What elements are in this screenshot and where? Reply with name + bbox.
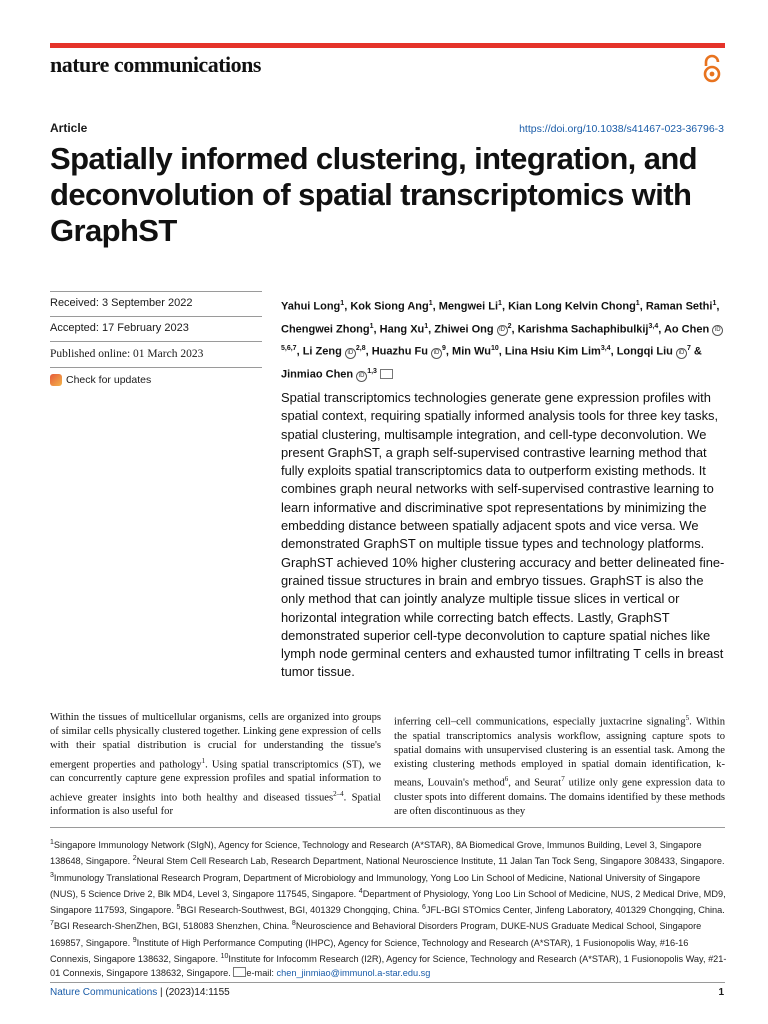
- author-affiliation-mark: 1: [424, 322, 429, 330]
- footer-divider: [50, 982, 725, 983]
- author-name[interactable]: Kok Siong Ang: [350, 300, 429, 313]
- reference-mark[interactable]: 9: [132, 936, 137, 944]
- text-run: Immunology Translational Research Program, Department of Microbiology and Immunology, Yong Loo Lin School of Medicine, National University of Singapore (NUS), 5 Science Drive 2, Blk MD4, Level 3, Singapore 117545, Singapore.: [50, 872, 701, 899]
- meta-divider: [50, 291, 262, 292]
- orcid-icon[interactable]: iD: [712, 325, 723, 336]
- email-icon: [233, 967, 246, 977]
- author-affiliation-mark: 2: [507, 322, 512, 330]
- author-name[interactable]: Hang Xu: [379, 323, 425, 336]
- text-run: . Spatial information is also useful for: [50, 792, 381, 818]
- author-affiliation-mark: 3,4: [648, 322, 659, 330]
- check-updates-label: Check for updates: [66, 374, 152, 386]
- reference-mark[interactable]: 8: [291, 920, 296, 928]
- text-run: inferring cell–cell communications, especially juxtacrine signaling: [394, 716, 686, 728]
- reference-mark[interactable]: 5: [685, 714, 690, 722]
- author-name[interactable]: Kian Long Kelvin Chong: [508, 300, 636, 313]
- meta-divider: [50, 316, 262, 317]
- author-name[interactable]: Li Zeng: [302, 345, 342, 358]
- footer-volume: | (2023)14:1155: [157, 987, 230, 998]
- email-link[interactable]: chen_jinmiao@immunol.a-star.edu.sg: [276, 968, 431, 979]
- text-run: , and Seurat: [508, 777, 562, 789]
- reference-mark[interactable]: 1: [201, 756, 206, 765]
- footer-citation: [50, 987, 230, 998]
- reference-mark[interactable]: 10: [220, 952, 229, 960]
- abstract: Spatial transcriptomics technologies generate gene expression profiles with spatial context, requiring spatially informed analysis tools for three key tasks, spatial clustering, multisample integration, and cell-type deconvolution. We present GraphST, a graph self-supervised contrastive learning method that fully exploits spatial transcriptomics data to outperform existing methods. It combines graph neural networks with self-supervised contrastive learning to learn informative and discriminative spot representations by minimizing the embedding distance between spatially adjacent spots and vice versa. We demonstrated GraphST on multiple tissue types and technology platforms. GraphST achieved 10% higher clustering accuracy and better delineated fine-grained tissue structures in brain and embryo tissues. GraphST is also the only method that can jointly analyze multiple tissue slices in vertical or horizontal integration while correcting batch effects. Lastly, GraphST demonstrated superior cell-type deconvolution to capture spatial niches like lymph node germinal centers and exhausted tumor infiltrating T cells in breast tumor tissue.: [281, 390, 725, 680]
- author-affiliation-mark: 1: [340, 300, 345, 307]
- text-run: BGI Research-ShenZhen, BGI, 518083 Shenzhen, China.: [53, 921, 292, 932]
- check-updates-icon: [50, 374, 62, 386]
- text-run: . Within the spatial transcriptomics analysis workflow, assigning capture spots to spatial domains with unsupervised clustering is an essential task. Among the existing clustering methods employed in spatial domain identification, k-means, Louvain's method: [394, 716, 725, 789]
- email-icon[interactable]: [380, 369, 393, 379]
- author-name[interactable]: Huazhu Fu: [371, 345, 428, 358]
- orcid-icon[interactable]: iD: [431, 348, 442, 359]
- text-run: Institute of High Performance Computing (IHPC), Agency for Science, Technology and Research (A*STAR), 1 Fusionopolis Way, #16-16 Connexis, Singapore 138632, Singapore.: [50, 937, 689, 964]
- affiliations: [50, 836, 730, 980]
- author-name[interactable]: Zhiwei Ong: [434, 323, 494, 336]
- author-name[interactable]: Mengwei Li: [438, 300, 499, 313]
- text-run: . Using spatial transcriptomics (ST), we can concurrently capture gene expression profiles and spatial information to achieve greater insights into both healthy and diseased tissues: [50, 759, 381, 804]
- author-affiliation-mark: 2,8: [355, 345, 366, 353]
- author-name[interactable]: Chengwei Zhong: [281, 323, 370, 336]
- reference-mark[interactable]: 6: [422, 904, 426, 912]
- text-run: utilize only gene expression data to cluster spots into different domains. The domains identified by these methods are often discontinuous as they: [394, 777, 726, 818]
- page-number: 1: [718, 987, 724, 998]
- text-run: Within the tissues of multicellular organisms, cells are organized into groups of similar cells physically clustered together. Linking gene expression of cells with their spatial distribution is crucial for understanding the tissue's emergent properties and pathology: [50, 712, 381, 771]
- reference-mark[interactable]: 1: [50, 839, 54, 846]
- author-name[interactable]: Longqi Liu: [616, 345, 673, 358]
- author-affiliation-mark: 7: [686, 345, 691, 353]
- text-run: Department of Physiology, Yong Loo Lin School of Medicine, NUS, 2 Medical Drive, MD9, Singapore 117593, Singapore.: [50, 888, 726, 916]
- check-for-updates-button[interactable]: [50, 374, 262, 386]
- body-text-left-column: [50, 711, 381, 819]
- author-affiliation-mark: 1: [498, 300, 502, 307]
- reference-mark[interactable]: 5: [176, 904, 181, 912]
- author-affiliation-mark: 1: [369, 322, 374, 330]
- published-date: Published online: 01 March 2023: [50, 348, 204, 360]
- reference-mark[interactable]: 3: [50, 871, 54, 879]
- author-affiliation-mark: 1: [635, 300, 640, 307]
- author-name[interactable]: Lina Hsiu Kim Lim: [504, 345, 601, 358]
- text-run: Neuroscience and Behavioral Disorders Program, DUKE-NUS Graduate Medical School, Singapore 169857, Singapore.: [50, 921, 702, 948]
- reference-mark[interactable]: 2–4: [333, 789, 344, 798]
- text-run: e-mail:: [246, 968, 277, 979]
- meta-divider: [50, 367, 262, 368]
- author-affiliation-mark: 3,4: [600, 345, 611, 353]
- author-name[interactable]: Jinmiao Chen: [281, 368, 354, 381]
- orcid-icon[interactable]: iD: [497, 325, 508, 336]
- article-type-label: Article: [50, 121, 88, 135]
- author-name[interactable]: Yahui Long: [281, 300, 341, 313]
- article-title: Spatially informed clustering, integration, and deconvolution of spatial transcriptomics with GraphST: [50, 141, 698, 248]
- reference-mark[interactable]: 2: [132, 855, 137, 863]
- header-accent-bar: [50, 43, 725, 48]
- text-run: Singapore Immunology Network (SIgN), Agency for Science, Technology and Research (A*STAR), 8A Biomedical Grove, Immunos Building, Level 3, Singapore 138648, Singapore.: [50, 840, 702, 867]
- author-affiliation-mark: 5,6,7: [281, 345, 297, 353]
- reference-mark[interactable]: 4: [358, 887, 363, 895]
- author-affiliation-mark: 10: [490, 345, 499, 353]
- orcid-icon[interactable]: iD: [345, 348, 356, 359]
- open-access-icon: [700, 54, 724, 84]
- affiliations-divider: [50, 827, 725, 828]
- author-name[interactable]: Min Wu: [452, 345, 491, 358]
- text-run: Neural Stem Cell Research Lab, Research Department, National Neuroscience Institute, 11 Jalan Tan Tock Seng, Singapore 308433, Singapore.: [136, 856, 725, 867]
- body-text-right-column: [394, 711, 725, 819]
- orcid-icon[interactable]: iD: [676, 348, 687, 359]
- author-name[interactable]: Ao Chen: [663, 323, 710, 336]
- author-affiliation-mark: 1,3: [367, 367, 377, 375]
- received-date: Received: 3 September 2022: [50, 297, 193, 309]
- footer-journal-name[interactable]: Nature Communications: [50, 987, 158, 998]
- text-run: Institute for Infocomm Research (I2R), Agency for Science, Technology and Research (A*STAR), 1 Fusionopolis Way, #21-01 Connexis, Singapore 138632, Singapore.: [50, 953, 727, 979]
- journal-name[interactable]: nature communications: [50, 52, 261, 77]
- author-affiliation-mark: 1: [428, 300, 433, 307]
- reference-mark[interactable]: 6: [504, 775, 509, 784]
- meta-divider: [50, 341, 262, 342]
- orcid-icon[interactable]: iD: [356, 371, 367, 382]
- doi-link[interactable]: https://doi.org/10.1038/s41467-023-36796-3: [519, 123, 724, 135]
- author-affiliation-mark: 1: [712, 300, 717, 307]
- author-list: Yahui Long$^1$, Kok Siong Ang$^1$, Mengwei Li$^1$, Kian Long Kelvin Chong$^1$, Raman Sethi$^1$, Chengwei Zhong$^1$, Hang Xu$^1$, Zhiwei Ong $iD^2$, Karishma Sachaphibulkij$^{3,4}$, Ao Chen iD$^{5,6,7}$, Li Zeng iD$^{2,8}$, Huazhu Fu $iD^9$, Min Wu$^{10}$, Lina Hsiu Kim Lim$^{3,4}$, Longqi Liu $iD^7$ & Jinmiao Chen iD$^{1,3}$: [281, 294, 726, 385]
- author-affiliation-mark: 9: [442, 345, 446, 353]
- reference-mark[interactable]: 7: [50, 920, 54, 928]
- accepted-date: Accepted: 17 February 2023: [50, 322, 189, 334]
- author-name[interactable]: Karishma Sachaphibulkij: [517, 323, 649, 336]
- text-run: JFL-BGI STOmics Center, Jinfeng Laboratory, 401329 Chongqing, China.: [425, 905, 725, 916]
- reference-mark[interactable]: 7: [561, 775, 565, 784]
- text-run: BGI Research-Southwest, BGI, 401329 Chongqing, China.: [180, 905, 422, 916]
- author-name[interactable]: Raman Sethi: [645, 300, 713, 313]
